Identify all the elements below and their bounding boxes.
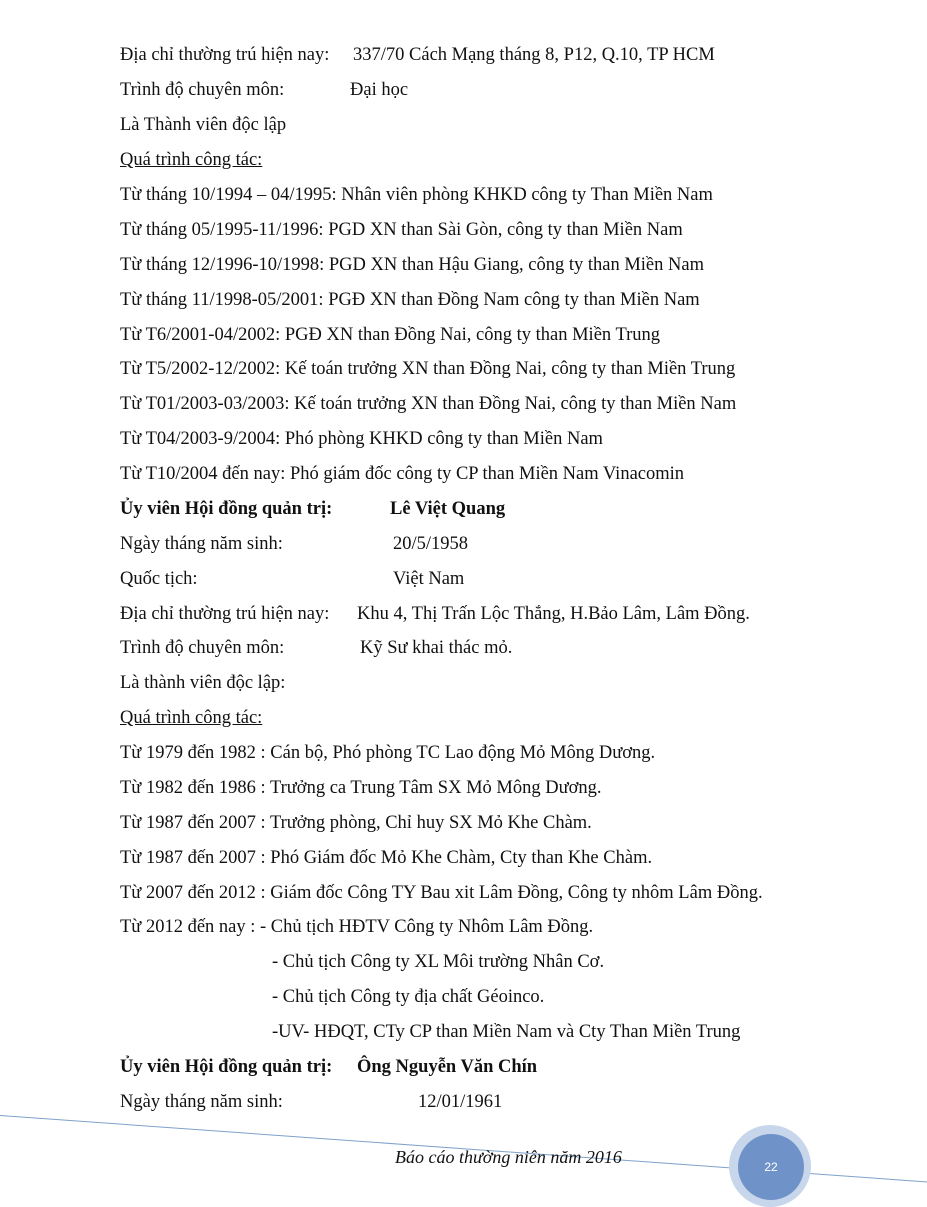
p1-address-row	[120, 44, 715, 66]
p1-career-item: Từ T04/2003-9/2004: Phó phòng KHKD công ty than Miền Nam	[120, 429, 603, 449]
p1-career-item: Từ T10/2004 đến nay: Phó giám đốc công ty CP than Miền Nam Vinacomin	[120, 464, 685, 484]
p1-career-item: Từ tháng 10/1994 – 04/1995: Nhân viên phòng KHKD công ty Than Miền Nam	[120, 185, 713, 205]
p2-nationality-row	[120, 568, 465, 590]
p3-name: Ông Nguyễn Văn Chín	[357, 1057, 538, 1077]
footer-report-title: Báo cáo thường niên năm 2016	[395, 1147, 622, 1167]
p2-career-item: Từ 1987 đến 2007 : Trưởng phòng, Chỉ huy SX Mỏ Khe Chàm.	[120, 813, 592, 833]
p2-career-item: Từ 1987 đến 2007 : Phó Giám đốc Mỏ Khe Chàm, Cty than Khe Chàm.	[120, 848, 653, 868]
p1-education-label: Trình độ chuyên môn:	[120, 80, 285, 100]
p1-address-value: 337/70 Cách Mạng tháng 8, P12, Q.10, TP HCM	[353, 45, 715, 65]
p2-education-row	[120, 637, 513, 659]
p1-career-heading: Quá trình công tác:	[120, 150, 263, 170]
p1-career-item: Từ T01/2003-03/2003: Kế toán trưởng XN than Đồng Nai, công ty than Miền Nam	[120, 394, 737, 414]
p2-career-item: Từ 2012 đến nay : - Chủ tịch HĐTV Công ty Nhôm Lâm Đồng.	[120, 917, 594, 937]
page-number: 22	[764, 1160, 778, 1174]
p3-dob-row	[120, 1091, 503, 1113]
p1-career-item: Từ tháng 05/1995-11/1996: PGD XN than Sài Gòn, công ty than Miền Nam	[120, 220, 683, 240]
p3-role-label: Ủy viên Hội đồng quản trị:	[120, 1057, 333, 1077]
p2-career-item: Từ 2007 đến 2012 : Giám đốc Công TY Bau xit Lâm Đồng, Công ty nhôm Lâm Đồng.	[120, 883, 763, 903]
p2-role-row	[120, 498, 506, 520]
p2-address-value: Khu 4, Thị Trấn Lộc Thắng, H.Bảo Lâm, Lâm Đồng.	[357, 604, 750, 624]
p2-nationality-label: Quốc tịch:	[120, 569, 198, 589]
p2-independent: Là thành viên độc lập:	[120, 673, 286, 693]
p1-career-item: Từ tháng 11/1998-05/2001: PGĐ XN than Đồng Nam công ty than Miền Nam	[120, 290, 700, 310]
p2-education-value: Kỹ Sư khai thác mỏ.	[360, 638, 513, 658]
p2-career-subitem: - Chủ tịch Công ty địa chất Géoinco.	[272, 987, 545, 1007]
p2-career-item: Từ 1979 đến 1982 : Cán bộ, Phó phòng TC Lao động Mỏ Mông Dương.	[120, 743, 656, 763]
p2-career-heading: Quá trình công tác:	[120, 708, 263, 728]
p2-nationality-value: Việt Nam	[393, 569, 465, 589]
p2-education-label: Trình độ chuyên môn:	[120, 638, 285, 658]
p1-career-item: Từ tháng 12/1996-10/1998: PGD XN than Hậu Giang, công ty than Miền Nam	[120, 255, 704, 275]
p3-dob-label: Ngày tháng năm sinh:	[120, 1092, 283, 1112]
p2-address-label: Địa chỉ thường trú hiện nay:	[120, 604, 330, 624]
p2-name: Lê Việt Quang	[390, 499, 506, 519]
p1-education-row	[120, 79, 409, 101]
p2-dob-value: 20/5/1958	[393, 534, 469, 554]
p1-career-item: Từ T6/2001-04/2002: PGĐ XN than Đồng Nai, công ty than Miền Trung	[120, 325, 661, 345]
p1-independent: Là Thành viên độc lập	[120, 115, 287, 135]
p2-address-row	[120, 603, 750, 625]
p3-dob-value: 12/01/1961	[418, 1092, 503, 1112]
p2-role-label: Ủy viên Hội đồng quản trị:	[120, 499, 333, 519]
p1-career-item: Từ T5/2002-12/2002: Kế toán trưởng XN than Đồng Nai, công ty than Miền Trung	[120, 359, 736, 379]
p2-dob-label: Ngày tháng năm sinh:	[120, 534, 283, 554]
p1-address-label: Địa chỉ thường trú hiện nay:	[120, 45, 330, 65]
p2-dob-row	[120, 533, 469, 555]
p1-education-value: Đại học	[350, 80, 409, 100]
p2-career-subitem: - Chủ tịch Công ty XL Môi trường Nhân Cơ.	[272, 952, 605, 972]
p3-role-row	[120, 1056, 538, 1078]
p2-career-item: Từ 1982 đến 1986 : Trưởng ca Trung Tâm SX Mỏ Mông Dương.	[120, 778, 602, 798]
page-number-badge	[738, 1134, 804, 1200]
p2-career-subitem: -UV- HĐQT, CTy CP than Miền Nam và Cty Than Miền Trung	[272, 1022, 741, 1042]
